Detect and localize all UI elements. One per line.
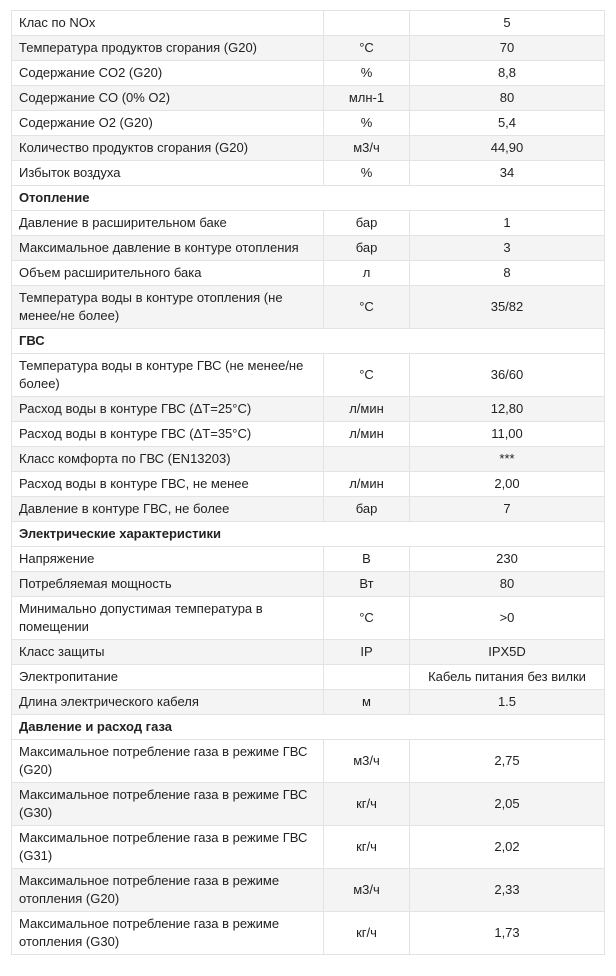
param-name-cell: Максимальное потребление газа в режиме ГВС (G30) xyxy=(12,783,324,826)
param-name-cell: Давление в расширительном баке xyxy=(12,211,324,236)
value-cell: 1.5 xyxy=(410,690,605,715)
param-name-cell: Максимальное потребление газа в режиме отопления (G20) xyxy=(12,869,324,912)
param-name-cell: Длина электрического кабеля xyxy=(12,690,324,715)
param-name-cell: Напряжение xyxy=(12,547,324,572)
value-cell: 36/60 xyxy=(410,354,605,397)
section-header-row xyxy=(12,522,605,547)
unit-cell: м3/ч xyxy=(324,869,410,912)
value-cell: 80 xyxy=(410,86,605,111)
unit-cell: % xyxy=(324,61,410,86)
unit-cell: м3/ч xyxy=(324,740,410,783)
table-row xyxy=(12,111,605,136)
param-name-cell: Класс комфорта по ГВС (EN13203) xyxy=(12,447,324,472)
table-row xyxy=(12,912,605,955)
table-row xyxy=(12,869,605,912)
param-name-cell: Электропитание xyxy=(12,665,324,690)
unit-cell: л/мин xyxy=(324,422,410,447)
table-row xyxy=(12,572,605,597)
param-name-cell: Класс защиты xyxy=(12,640,324,665)
param-name-cell: Избыток воздуха xyxy=(12,161,324,186)
value-cell: 34 xyxy=(410,161,605,186)
value-cell: 5 xyxy=(410,11,605,36)
table-row xyxy=(12,61,605,86)
table-row xyxy=(12,547,605,572)
unit-cell: % xyxy=(324,161,410,186)
unit-cell: л/мин xyxy=(324,472,410,497)
value-cell: 8 xyxy=(410,261,605,286)
value-cell: 12,80 xyxy=(410,397,605,422)
value-cell: 8,8 xyxy=(410,61,605,86)
table-row xyxy=(12,497,605,522)
table-row xyxy=(12,397,605,422)
section-title: ГВС xyxy=(12,329,605,354)
param-name-cell: Клас по NOx xyxy=(12,11,324,36)
value-cell: 3 xyxy=(410,236,605,261)
param-name-cell: Максимальное потребление газа в режиме ГВС (G20) xyxy=(12,740,324,783)
unit-cell: °C xyxy=(324,597,410,640)
table-row xyxy=(12,447,605,472)
section-title: Электрические характеристики xyxy=(12,522,605,547)
unit-cell xyxy=(324,447,410,472)
table-row xyxy=(12,783,605,826)
value-cell: 44,90 xyxy=(410,136,605,161)
param-name-cell: Расход воды в контуре ГВС (ΔT=25°C) xyxy=(12,397,324,422)
value-cell: 1 xyxy=(410,211,605,236)
unit-cell: Вт xyxy=(324,572,410,597)
value-cell: 2,05 xyxy=(410,783,605,826)
unit-cell: бар xyxy=(324,211,410,236)
table-row xyxy=(12,11,605,36)
param-name-cell: Максимальное давление в контуре отопления xyxy=(12,236,324,261)
unit-cell: млн-1 xyxy=(324,86,410,111)
table-row xyxy=(12,665,605,690)
table-row xyxy=(12,136,605,161)
param-name-cell: Температура продуктов сгорания (G20) xyxy=(12,36,324,61)
param-name-cell: Расход воды в контуре ГВС, не менее xyxy=(12,472,324,497)
table-row xyxy=(12,261,605,286)
unit-cell xyxy=(324,665,410,690)
param-name-cell: Содержание CO2 (G20) xyxy=(12,61,324,86)
unit-cell: м xyxy=(324,690,410,715)
unit-cell xyxy=(324,11,410,36)
unit-cell: л/мин xyxy=(324,397,410,422)
value-cell: 5,4 xyxy=(410,111,605,136)
unit-cell: л xyxy=(324,261,410,286)
value-cell: >0 xyxy=(410,597,605,640)
section-header-row xyxy=(12,329,605,354)
spec-table-body xyxy=(12,11,605,955)
unit-cell: кг/ч xyxy=(324,783,410,826)
unit-cell: бар xyxy=(324,497,410,522)
table-row xyxy=(12,211,605,236)
value-cell: 7 xyxy=(410,497,605,522)
table-row xyxy=(12,640,605,665)
value-cell: 11,00 xyxy=(410,422,605,447)
unit-cell: кг/ч xyxy=(324,912,410,955)
value-cell: 2,02 xyxy=(410,826,605,869)
param-name-cell: Максимальное потребление газа в режиме ГВС (G31) xyxy=(12,826,324,869)
value-cell: 80 xyxy=(410,572,605,597)
value-cell: *** xyxy=(410,447,605,472)
value-cell: 2,75 xyxy=(410,740,605,783)
param-name-cell: Количество продуктов сгорания (G20) xyxy=(12,136,324,161)
value-cell: 230 xyxy=(410,547,605,572)
section-header-row xyxy=(12,186,605,211)
table-row xyxy=(12,36,605,61)
table-row xyxy=(12,826,605,869)
param-name-cell: Объем расширительного бака xyxy=(12,261,324,286)
param-name-cell: Температура воды в контуре ГВС (не менее/не более) xyxy=(12,354,324,397)
section-header-row xyxy=(12,715,605,740)
param-name-cell: Содержание O2 (G20) xyxy=(12,111,324,136)
table-row xyxy=(12,354,605,397)
table-row xyxy=(12,597,605,640)
param-name-cell: Температура воды в контуре отопления (не менее/не более) xyxy=(12,286,324,329)
param-name-cell: Содержание CO (0% O2) xyxy=(12,86,324,111)
value-cell: Кабель питания без вилки xyxy=(410,665,605,690)
value-cell: 35/82 xyxy=(410,286,605,329)
param-name-cell: Расход воды в контуре ГВС (ΔT=35°C) xyxy=(12,422,324,447)
section-title: Отопление xyxy=(12,186,605,211)
unit-cell: В xyxy=(324,547,410,572)
table-row xyxy=(12,422,605,447)
table-row xyxy=(12,161,605,186)
value-cell: 2,00 xyxy=(410,472,605,497)
unit-cell: м3/ч xyxy=(324,136,410,161)
unit-cell: кг/ч xyxy=(324,826,410,869)
unit-cell: IP xyxy=(324,640,410,665)
section-title: Давление и расход газа xyxy=(12,715,605,740)
value-cell: IPX5D xyxy=(410,640,605,665)
param-name-cell: Потребляемая мощность xyxy=(12,572,324,597)
table-row xyxy=(12,472,605,497)
unit-cell: °C xyxy=(324,354,410,397)
spec-table xyxy=(11,10,605,955)
table-row xyxy=(12,286,605,329)
unit-cell: % xyxy=(324,111,410,136)
value-cell: 1,73 xyxy=(410,912,605,955)
param-name-cell: Минимально допустимая температура в помещении xyxy=(12,597,324,640)
value-cell: 70 xyxy=(410,36,605,61)
spec-table-container xyxy=(11,10,604,955)
table-row xyxy=(12,690,605,715)
unit-cell: °C xyxy=(324,36,410,61)
table-row xyxy=(12,740,605,783)
param-name-cell: Давление в контуре ГВС, не более xyxy=(12,497,324,522)
table-row xyxy=(12,86,605,111)
param-name-cell: Максимальное потребление газа в режиме отопления (G30) xyxy=(12,912,324,955)
unit-cell: бар xyxy=(324,236,410,261)
unit-cell: °C xyxy=(324,286,410,329)
table-row xyxy=(12,236,605,261)
value-cell: 2,33 xyxy=(410,869,605,912)
